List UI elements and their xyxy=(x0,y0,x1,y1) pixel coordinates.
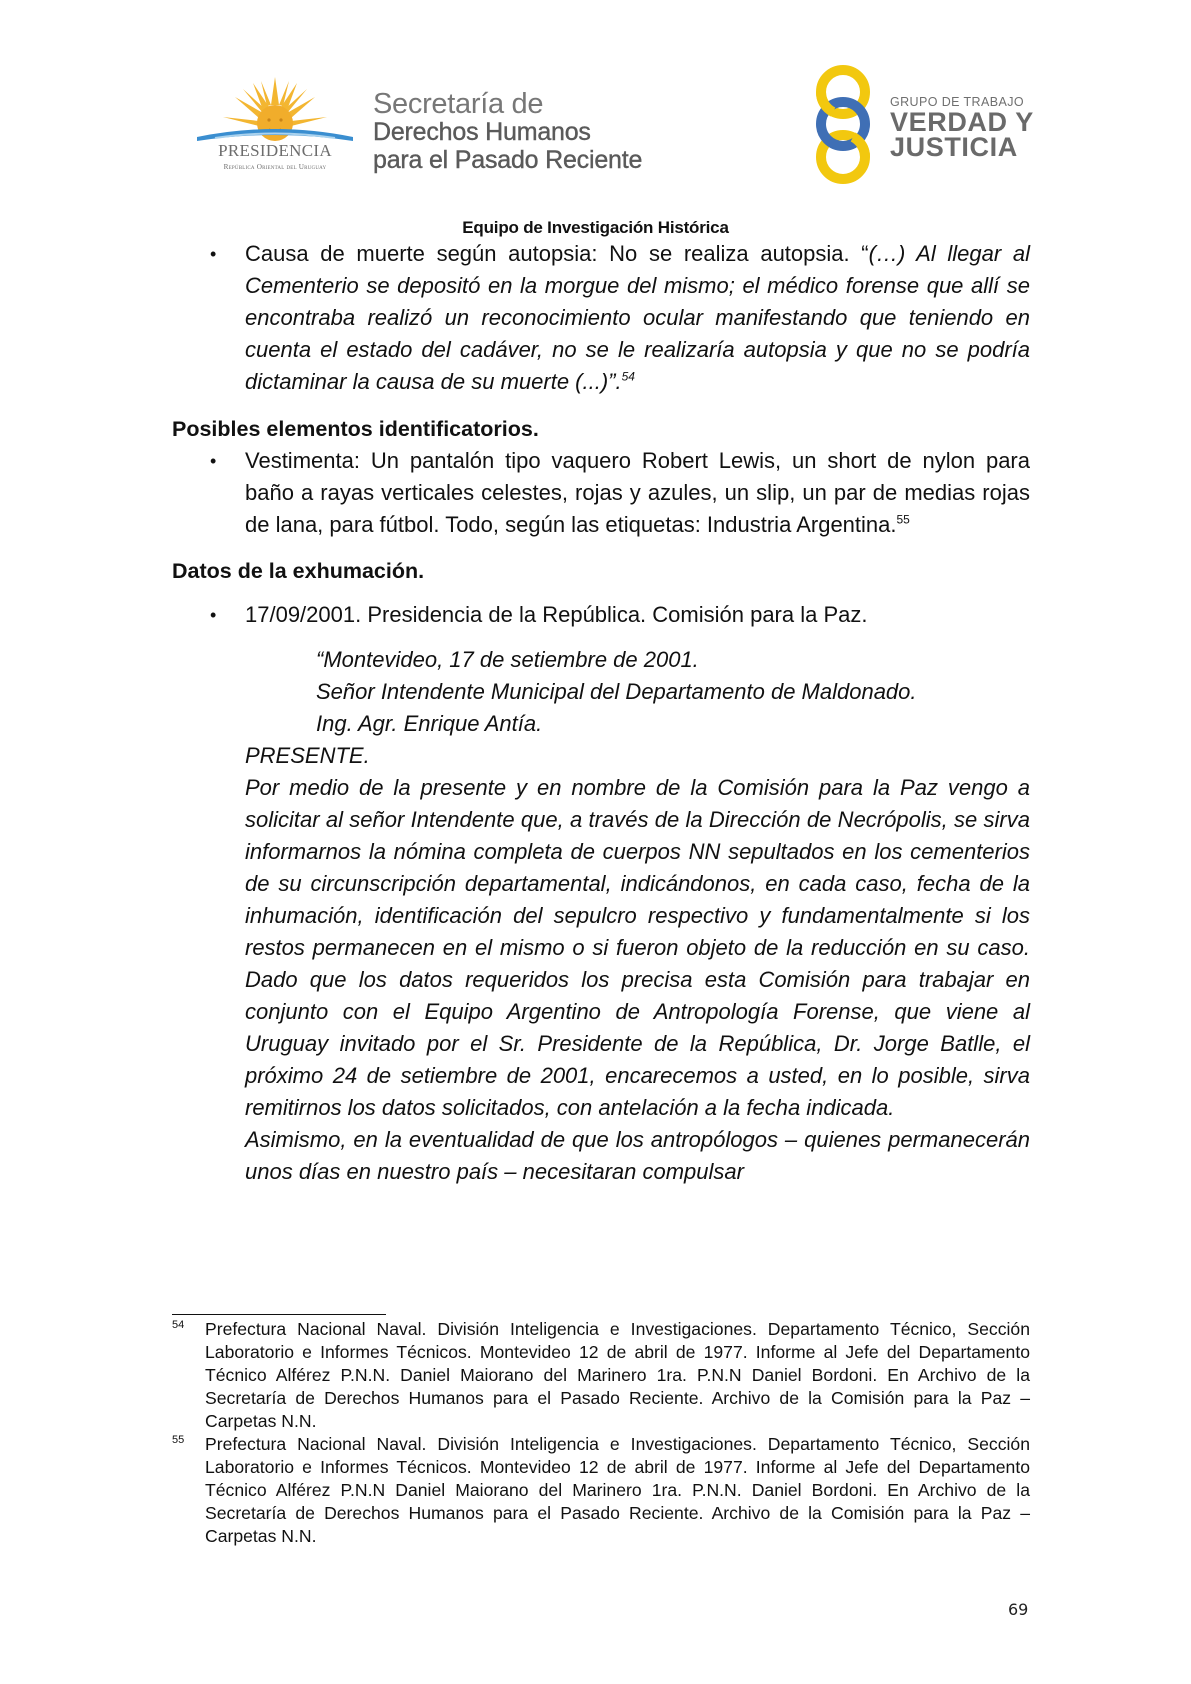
presidencia-logo xyxy=(195,75,355,180)
presidencia-title: PRESIDENCIA xyxy=(218,141,332,160)
footnote-text: Prefectura Nacional Naval. División Inteligencia e Investigaciones. Departamento Técnico, Sección Laboratorio e Informes Técnicos. Montevideo 12 de abril de 1977. Informe al Jefe del Departamento Técnico Alférez P.N.N Daniel Maiorano del Marinero 1ra. P.N.N. Daniel Bordoni. En Archivo de la Secretaría de Derechos Humanos para el Pasado Reciente. Archivo de la Comisión para la Paz – Carpetas N.N. xyxy=(205,1434,1030,1546)
cause-quote-text: (…) Al llegar al Cementerio se depositó en la morgue del mismo; el médico forense que allí se encontraba realizó un reconocimiento ocular manifestando que teniendo en cuenta el estado del cadáver, no se le realizaría autopsia y que no se podría dictaminar la causa de su muerte (...)”. xyxy=(245,241,1030,394)
exhumation-date-text: 17/09/2001. Presidencia de la República. Comisión para la Paz. xyxy=(245,602,868,627)
bullet-icon: • xyxy=(210,244,217,264)
cause-of-death-item xyxy=(172,238,1030,398)
section-heading-exhumacion: Datos de la exhumación. xyxy=(172,559,425,583)
vj-big-text-1: VERDAD Y xyxy=(890,107,1034,137)
presidencia-subtitle: República Oriental del Uruguay xyxy=(223,163,327,171)
letter-line-date: “Montevideo, 17 de setiembre de 2001. xyxy=(316,647,699,672)
letter-paragraph-2: Asimismo, en la eventualidad de que los antropólogos – quienes permanecerán unos días en nuestro país – necesitaran compulsar xyxy=(245,1127,1030,1184)
footnote-text: Prefectura Nacional Naval. División Inteligencia e Investigaciones. Departamento Técnico, Sección Laboratorio e Informes Técnicos. Montevideo 12 de abril de 1977. Informe al Jefe del Departamento Técnico Alférez P.N.N. Daniel Maiorano del Marinero 1ra. P.N.N Daniel Bordoni. En Archivo de la Secretaría de Derechos Humanos para el Pasado Reciente. Archivo de la Comisión para la Paz – Carpetas N.N. xyxy=(205,1319,1030,1431)
team-title: Equipo de Investigación Histórica xyxy=(462,218,729,237)
footnote-number: 55 xyxy=(172,1434,185,1446)
verdad-justicia-text xyxy=(890,95,1034,160)
clothing-item xyxy=(172,445,1030,541)
section-heading-identificatorios: Posibles elementos identificatorios. xyxy=(172,417,539,441)
secretaria-line1: Secretaría de xyxy=(373,88,544,120)
secretaria-line2: Derechos Humanos xyxy=(373,118,591,146)
page-header xyxy=(0,0,1191,210)
secretaria-line3: para el Pasado Reciente xyxy=(373,146,643,174)
footnote-ref-54[interactable]: 54 xyxy=(621,369,635,384)
letter-presente: PRESENTE. xyxy=(245,743,370,768)
letter-line-name: Ing. Agr. Enrique Antía. xyxy=(316,711,543,736)
bullet-icon: • xyxy=(210,605,217,625)
vj-big-text-2: JUSTICIA xyxy=(890,132,1018,162)
footnote-number: 54 xyxy=(172,1319,185,1331)
footnotes xyxy=(172,1318,1030,1548)
interlinked-rings-icon xyxy=(808,62,878,187)
exhumation-date-item xyxy=(172,599,1030,631)
bullet-icon: • xyxy=(210,451,217,471)
footnote-54 xyxy=(172,1318,1030,1433)
footnote-separator xyxy=(172,1314,386,1315)
letter-line-recipient: Señor Intendente Municipal del Departamento de Maldonado. xyxy=(316,679,917,704)
page-body xyxy=(172,238,1030,1188)
page-number: 69 xyxy=(1008,1600,1029,1619)
verdad-justicia-logo xyxy=(808,62,878,187)
vj-small-text: GRUPO DE TRABAJO xyxy=(890,95,1024,109)
clothing-text: Vestimenta: Un pantalón tipo vaquero Robert Lewis, un short de nylon para baño a rayas verticales celestes, rojas y azules, un slip, un par de medias rojas de lana, para fútbol. Todo, según las etiquetas: Industria Argentina. xyxy=(245,448,1030,537)
footnote-ref-55[interactable]: 55 xyxy=(896,512,910,527)
cause-plain-text: Causa de muerte según autopsia: No se realiza autopsia. “ xyxy=(245,241,869,266)
secretaria-logo-text xyxy=(373,90,642,174)
sun-of-may-icon xyxy=(195,75,355,145)
letter-paragraph-1: Por medio de la presente y en nombre de la Comisión para la Paz vengo a solicitar al señor Intendente que, a través de la Dirección de Necrópolis, se sirva informarnos la nómina completa de cuerpos NN sepultados en los cementerios de su circunscripción departamental, indicándonos, en cada caso, fecha de la inhumación, identificación del sepulcro respectivo y fundamentalmente si los restos permanecen en el mismo o si fueron objeto de la reducción en su caso. Dado que los datos requeridos los precisa esta Comisión para trabajar en conjunto con el Equipo Argentino de Antropología Forense, que viene al Uruguay invitado por el Sr. Presidente de la República, Dr. Jorge Batlle, el próximo 24 de setiembre de 2001, encarecemos a usted, en lo posible, sirva remitirnos los datos solicitados, con antelación a la fecha indicada. xyxy=(245,775,1030,1120)
quoted-letter xyxy=(172,644,1030,1188)
footnote-55 xyxy=(172,1433,1030,1548)
